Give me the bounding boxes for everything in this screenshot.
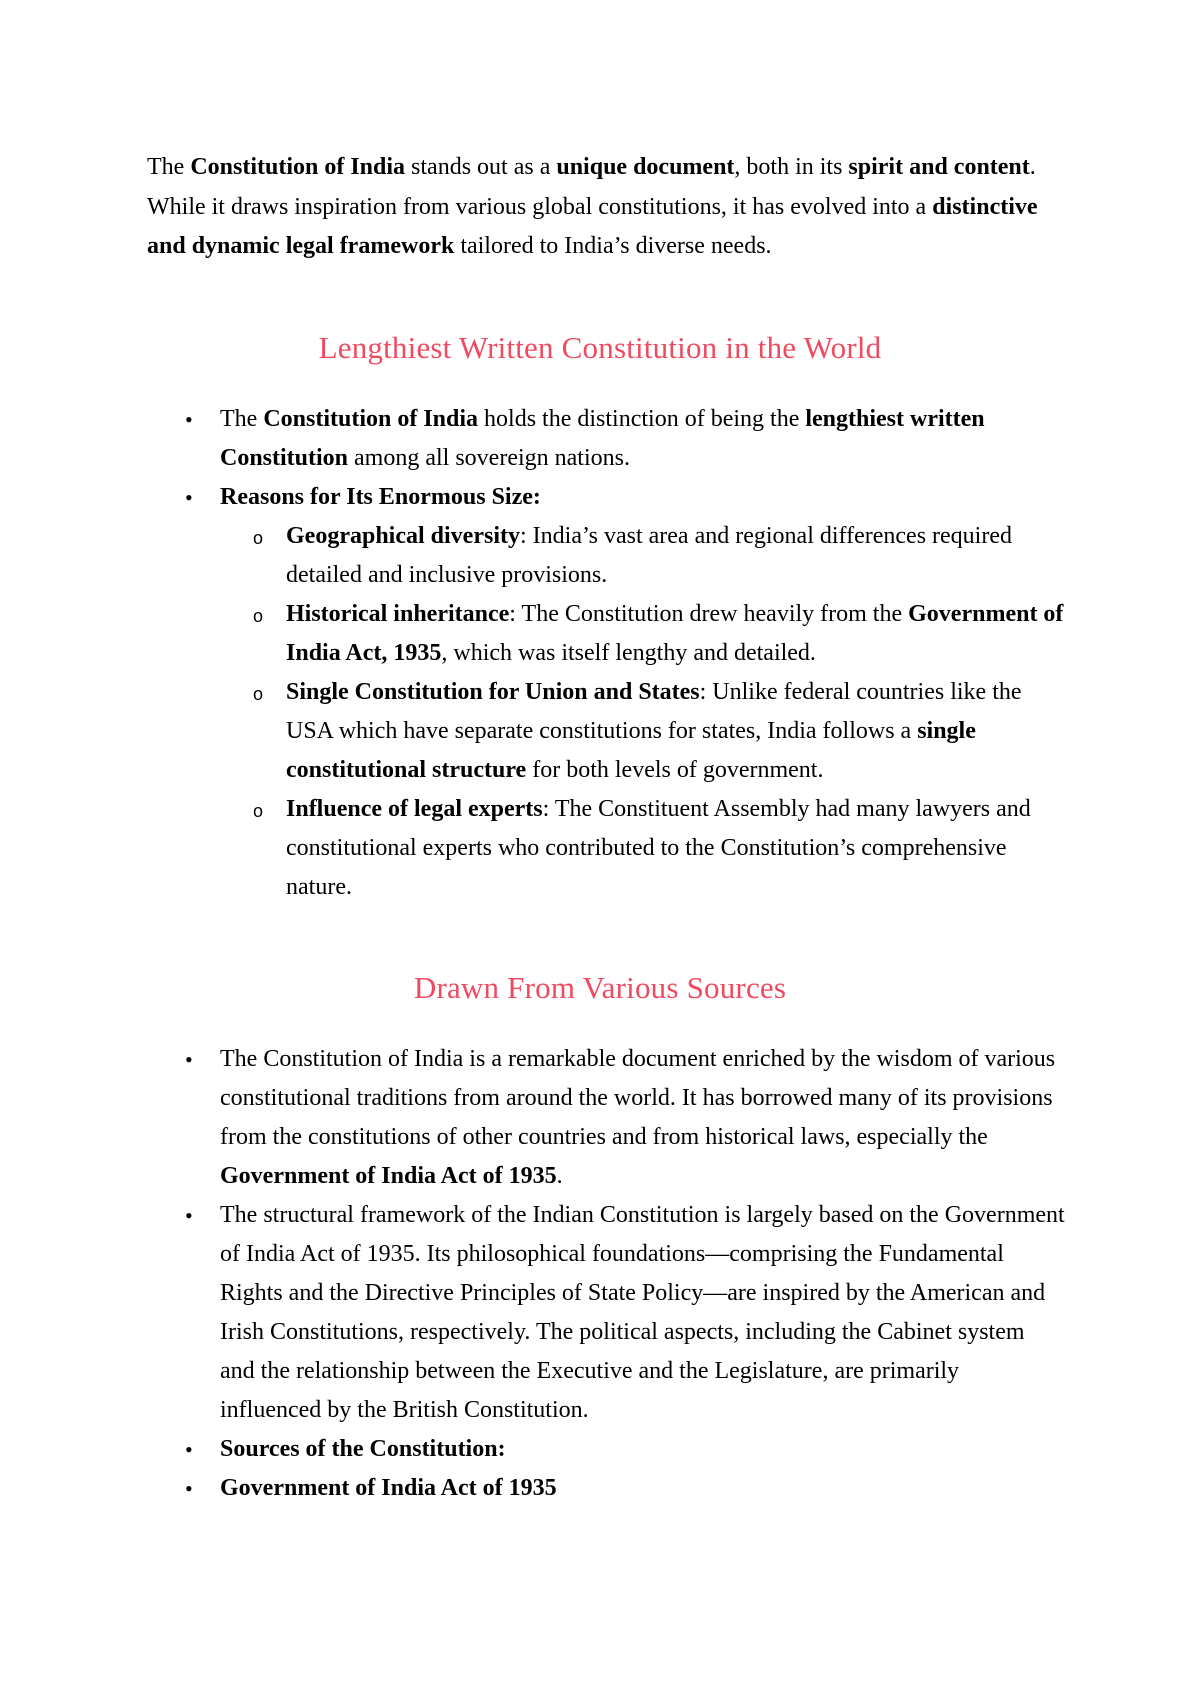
- list-item: [0, 1430, 1065, 1469]
- item-bold: Constitution of India: [263, 406, 479, 432]
- item-bold: Government of India Act, 1935: [286, 601, 1064, 666]
- intro-bold: distinctive and dynamic legal framework: [147, 193, 1038, 259]
- item-text: : The Constitution drew heavily from the: [509, 601, 909, 627]
- item-text: The structural framework of the Indian Constitution is largely based on the Government of India Act of 1935. Its philosophical foundations—comprising the Fundamental Rights and the Directive Principles of State Policy—are inspired by the American and Irish Constitutions, respectively. The political aspects, including the Cabinet system and the relationship between the Executive and the Legislature, are primarily influenced by the British Constitution.: [220, 1202, 1065, 1423]
- intro-paragraph: [147, 148, 1072, 267]
- intro-text: . While it draws inspiration from various global constitutions, it has evolved into a: [147, 154, 1036, 220]
- list-item: [0, 400, 1065, 478]
- item-text: : The Constituent Assembly had many lawyers and constitutional experts who contributed to the Constitution’s comprehensive nature.: [286, 796, 1031, 900]
- intro-bold: spirit and content: [848, 154, 1030, 180]
- intro-bold: unique document: [556, 154, 735, 180]
- item-text: for both levels of government.: [526, 757, 824, 783]
- item-bold: Government of India Act of 1935: [220, 1163, 557, 1189]
- sublist-item: [253, 790, 1066, 907]
- list-item: [0, 1196, 1065, 1430]
- section-heading-lengthiest: Lengthiest Written Constitution in the World: [318, 330, 882, 365]
- item-text: holds the distinction of being the: [478, 406, 806, 432]
- item-bold: Historical inheritance: [286, 601, 510, 627]
- item-bold: Government of India Act of 1935: [220, 1475, 557, 1501]
- list-item: [0, 1469, 1065, 1508]
- intro-text: The: [147, 154, 191, 180]
- item-bold: single constitutional structure: [286, 718, 976, 783]
- item-text: among all sovereign nations.: [348, 445, 630, 471]
- sublist-item: [253, 517, 1066, 595]
- item-text: , which was itself lengthy and detailed.: [441, 640, 816, 666]
- list-item: [0, 1040, 1065, 1196]
- item-text: .: [556, 1163, 563, 1189]
- item-bold: Sources of the Constitution:: [220, 1436, 506, 1462]
- reasons-sublist: [220, 517, 1065, 907]
- item-bold: lengthiest written Constitution: [220, 406, 985, 471]
- intro-text: , both in its: [734, 154, 849, 180]
- section-heading-sources: Drawn From Various Sources: [413, 970, 787, 1005]
- sources-bullet-list: [0, 1040, 1065, 1508]
- item-text: : India’s vast area and regional differences required detailed and inclusive provisions.: [286, 523, 1012, 588]
- item-bold: Geographical diversity: [286, 523, 520, 549]
- item-text: The: [220, 406, 264, 432]
- lengthiest-bullet-list: [0, 400, 1065, 907]
- intro-text: stands out as a: [405, 154, 557, 180]
- item-text: : Unlike federal countries like the USA which have separate constitutions for states, India follows a: [286, 679, 1022, 744]
- intro-bold: Constitution of India: [190, 154, 406, 180]
- item-bold: Single Constitution for Union and States: [286, 679, 700, 705]
- intro-text: tailored to India’s diverse needs.: [454, 233, 772, 259]
- item-text: The Constitution of India is a remarkable document enriched by the wisdom of various constitutional traditions from around the world. It has borrowed many of its provisions from the constitutions of other countries and from historical laws, especially the: [220, 1046, 1056, 1150]
- sublist-item: [253, 595, 1066, 673]
- list-item: [0, 478, 1065, 907]
- item-bold: Reasons for Its Enormous Size:: [220, 484, 541, 510]
- item-bold: Influence of legal experts: [286, 796, 543, 822]
- sublist-item: [253, 673, 1066, 790]
